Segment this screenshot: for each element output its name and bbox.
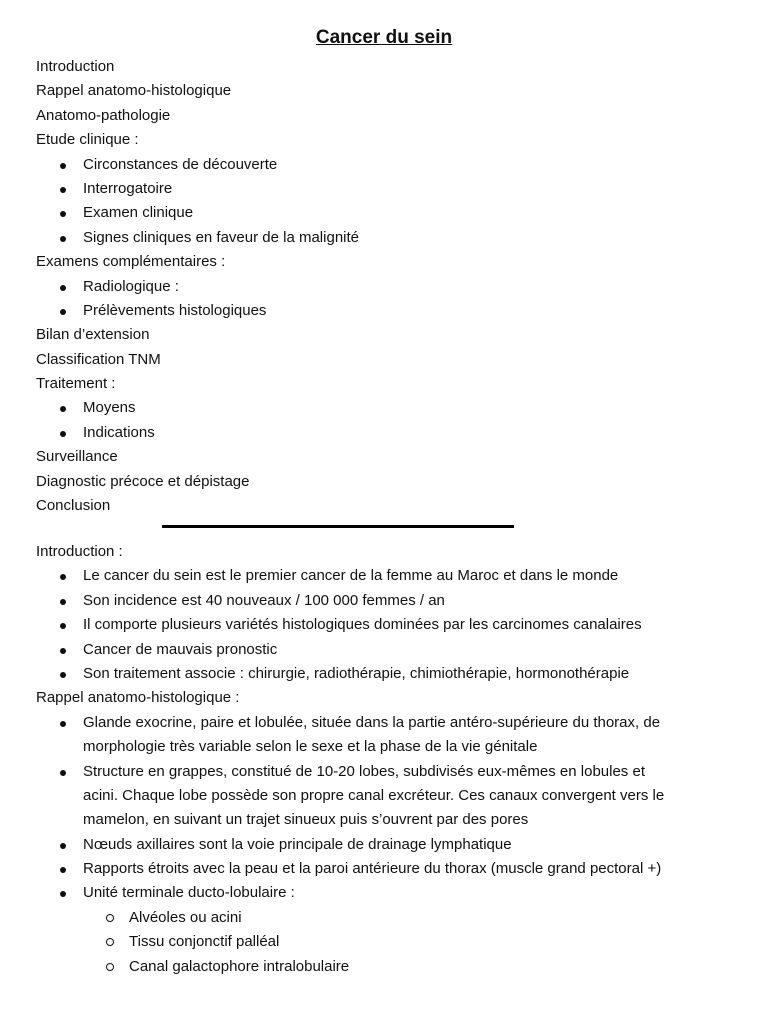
toc-line: Traitement : (36, 375, 116, 393)
toc-bullet: Prélèvements histologiques (36, 299, 736, 323)
toc-bullet: Signes cliniques en faveur de la malignité (36, 226, 736, 250)
body-bullet: Le cancer du sein est le premier cancer de la femme au Maroc et dans le monde (36, 564, 736, 588)
toc-bullet: Examen clinique (36, 201, 736, 225)
table-of-contents (36, 55, 736, 518)
toc-line: Diagnostic précoce et dépistage (36, 472, 250, 490)
body-bullet-continuation: morphologie très variable selon le sexe et la phase de la vie génitale (83, 738, 538, 756)
toc-bullet: Interrogatoire (36, 177, 736, 201)
toc-line: Examens complémentaires : (36, 253, 226, 271)
body-bullet-continuation: mamelon, en suivant un trajet sinueux puis s’ouvrent par des pores (83, 811, 529, 829)
body-bullet: Glande exocrine, paire et lobulée, située dans la partie antéro-supérieure du thorax, de (36, 711, 736, 735)
body-bullet: Il comporte plusieurs variétés histologiques dominées par les carcinomes canalaires (36, 613, 736, 637)
body-bullet: Structure en grappes, constitué de 10-20 lobes, subdivisés eux-mêmes en lobules et (36, 760, 736, 784)
toc-line: Bilan d’extension (36, 326, 150, 344)
body-sub-bullet: Canal galactophore intralobulaire (36, 955, 736, 979)
toc-line: Classification TNM (36, 350, 161, 368)
body-bullet: Rapports étroits avec la peau et la paroi antérieure du thorax (muscle grand pectoral +) (36, 857, 736, 881)
body-bullet-continuation: acini. Chaque lobe possède son propre canal excréteur. Ces canaux convergent vers le (83, 786, 665, 804)
section-heading: Rappel anatomo-histologique : (36, 689, 240, 707)
body-bullet: Unité terminale ducto-lobulaire : (36, 881, 736, 905)
toc-bullet: Circonstances de découverte (36, 153, 736, 177)
toc-line: Etude clinique : (36, 131, 139, 149)
toc-bullet: Radiologique : (36, 275, 736, 299)
body-bullet: Son traitement associe : chirurgie, radiothérapie, chimiothérapie, hormonothérapie (36, 662, 736, 686)
document-title: Cancer du sein (315, 27, 453, 48)
body-bullet: Cancer de mauvais pronostic (36, 638, 736, 662)
horizontal-divider (162, 525, 514, 528)
section-heading: Introduction : (36, 543, 123, 560)
body-bullet: Son incidence est 40 nouveaux / 100 000 femmes / an (36, 589, 736, 613)
toc-line: Rappel anatomo-histologique (36, 82, 232, 100)
body-bullet: Nœuds axillaires sont la voie principale de drainage lymphatique (36, 833, 736, 857)
toc-bullet: Indications (36, 421, 736, 445)
toc-line: Introduction (36, 58, 115, 75)
toc-line: Anatomo-pathologie (36, 106, 171, 124)
toc-line: Conclusion (36, 497, 111, 515)
document-body (36, 540, 736, 979)
toc-bullet: Moyens (36, 396, 736, 420)
body-sub-bullet: Tissu conjonctif palléal (36, 930, 736, 954)
body-sub-bullet: Alvéoles ou acini (36, 906, 736, 930)
toc-line: Surveillance (36, 448, 118, 466)
